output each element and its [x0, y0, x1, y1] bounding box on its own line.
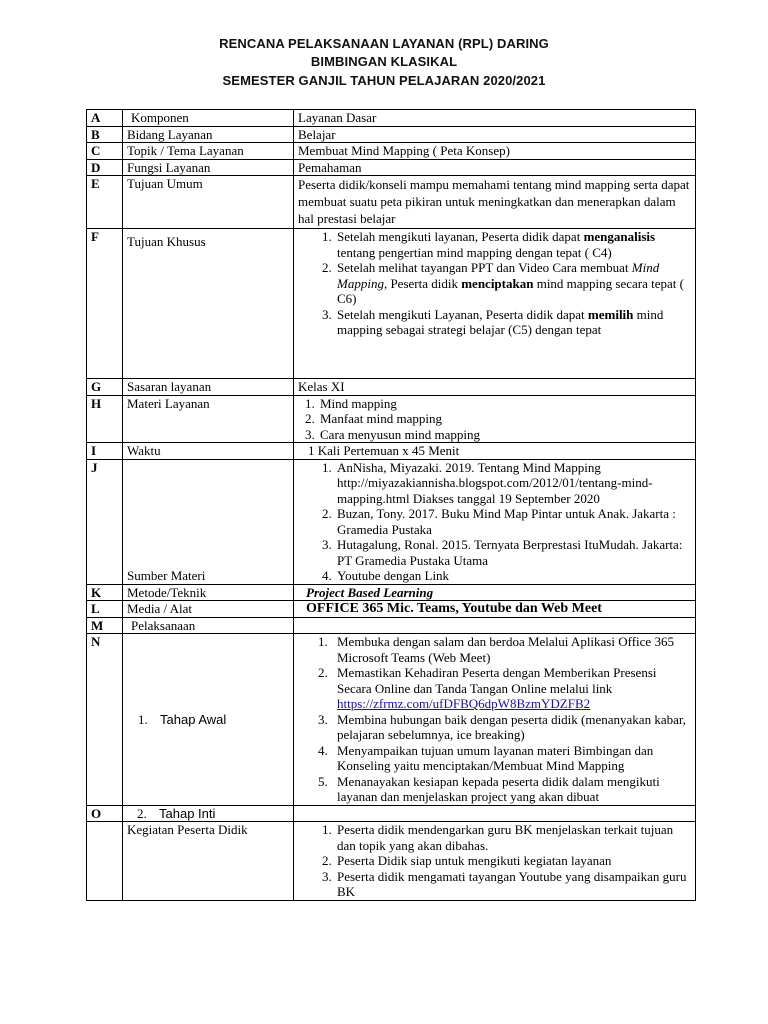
opening-steps-list [298, 634, 691, 805]
list-item: 4. Youtube dengan Link [335, 568, 691, 584]
list-item: 2. Setelah melihat tayangan PPT dan Video Cara membuat Mind Mapping, Peserta didik menciptakan mind mapping secara tepat ( C6) [335, 260, 691, 307]
document-semester: SEMESTER GANJIL TAHUN PELAJARAN 2020/2021 [222, 73, 546, 88]
row-value: Kelas XI [294, 379, 696, 396]
row-code: J [87, 459, 123, 584]
table-row [87, 459, 696, 584]
list-item: 2. Memastikan Kehadiran Peserta dengan Memberikan Presensi Secara Online dan Tanda Tangan Online melalui link https://zfrmz.com/ufDFBQ6dpW8BzmYDZFB2 [331, 665, 691, 712]
list-item: 1. Mind mapping [318, 396, 691, 412]
row-label: Sumber Materi [123, 459, 294, 584]
row-value [294, 822, 696, 901]
row-code: H [87, 395, 123, 443]
row-code: N [87, 634, 123, 806]
table-row [87, 617, 696, 634]
row-code: K [87, 584, 123, 601]
row-label: Kegiatan Peserta Didik [123, 822, 294, 901]
row-code: E [87, 176, 123, 229]
source-list [298, 460, 691, 584]
row-label: 1. Tahap Awal [123, 634, 294, 806]
list-item: 3. Setelah mengikuti Layanan, Peserta didik dapat memilih mind mapping sebagai strategi belajar (C5) dengan tepat [335, 307, 691, 338]
row-value: Peserta didik/konseli mampu memahami tentang mind mapping serta dapat membuat suatu peta pikiran untuk meningkatkan dan menerapkan dalam hal prestasi belajar [294, 176, 696, 229]
table-row [87, 379, 696, 396]
table-row [87, 110, 696, 127]
row-label: Materi Layanan [123, 395, 294, 443]
table-row [87, 601, 696, 618]
row-label: Media / Alat [123, 601, 294, 618]
list-item: 1. Membuka dengan salam dan berdoa Melalui Aplikasi Office 365 Microsoft Teams (Web Meet) [331, 634, 691, 665]
list-item: 1. Setelah mengikuti layanan, Peserta didik dapat menganalisis tentang pengertian mind mapping dengan tepat ( C4) [335, 229, 691, 260]
table-row [87, 634, 696, 806]
row-label: Fungsi Layanan [123, 159, 294, 176]
row-value: Project Based Learning [294, 584, 696, 601]
list-item: 3. Peserta didik mengamati tayangan Youtube yang disampaikan guru BK [335, 869, 691, 900]
list-item: 2. Buzan, Tony. 2017. Buku Mind Map Pintar untuk Anak. Jakarta : Gramedia Pustaka [335, 506, 691, 537]
row-code: B [87, 126, 123, 143]
table-row [87, 584, 696, 601]
table-row [87, 395, 696, 443]
row-code: A [87, 110, 123, 127]
list-item: 3. Membina hubungan baik dengan peserta didik (menanyakan kabar, pelajaran sebelumnya, ice breaking) [331, 712, 691, 743]
table-row [87, 822, 696, 901]
row-code: M [87, 617, 123, 634]
material-list [298, 396, 691, 443]
document-title: RENCANA PELAKSANAAN LAYANAN (RPL) DARING [219, 36, 549, 51]
list-item: 3. Cara menyusun mind mapping [318, 427, 691, 443]
row-label: 2. Tahap Inti [123, 805, 294, 822]
table-row [87, 443, 696, 460]
list-item: 2. Peserta Didik siap untuk mengikuti kegiatan layanan [335, 853, 691, 869]
list-item: 3. Hutagalung, Ronal. 2015. Ternyata Berprestasi ItuMudah. Jakarta: PT Gramedia Pustaka Utama [335, 537, 691, 568]
row-value [294, 805, 696, 822]
list-item: 1. AnNisha, Miyazaki. 2019. Tentang Mind Mapping http://miyazakiannisha.blogspot.com/2012/01/tentang-mind- mapping.html Diakses tanggal 19 September 2020 [335, 460, 691, 507]
row-value [294, 229, 696, 379]
table-row [87, 229, 696, 379]
student-activity-list [298, 822, 691, 900]
row-code: F [87, 229, 123, 379]
row-label: Sasaran layanan [123, 379, 294, 396]
row-code: G [87, 379, 123, 396]
row-code: O [87, 805, 123, 822]
table-row [87, 126, 696, 143]
document-subtitle: BIMBINGAN KLASIKAL [310, 54, 458, 69]
row-label: Waktu [123, 443, 294, 460]
row-code: C [87, 143, 123, 160]
row-code: D [87, 159, 123, 176]
row-code [87, 822, 123, 901]
row-label: Komponen [123, 110, 294, 127]
list-item: 1. Peserta didik mendengarkan guru BK menjelaskan terkait tujuan dan topik yang akan dibahas. [335, 822, 691, 853]
table-row [87, 159, 696, 176]
row-value [294, 617, 696, 634]
row-code: I [87, 443, 123, 460]
row-label: Tujuan Umum [123, 176, 294, 229]
row-value: Membuat Mind Mapping ( Peta Konsep) [294, 143, 696, 160]
row-value: Belajar [294, 126, 696, 143]
row-value: OFFICE 365 Mic. Teams, Youtube dan Web Meet [294, 601, 696, 618]
list-item: 4. Menyampaikan tujuan umum layanan materi Bimbingan dan Konseling yaitu menciptakan/Membuat Mind Mapping [331, 743, 691, 774]
row-label: Tujuan Khusus [123, 229, 294, 379]
row-label: Metode/Teknik [123, 584, 294, 601]
table-row [87, 805, 696, 822]
row-value: Pemahaman [294, 159, 696, 176]
row-label: Bidang Layanan [123, 126, 294, 143]
table-row [87, 176, 696, 229]
plan-table [86, 109, 696, 901]
specific-goals-list [298, 229, 691, 338]
row-code: L [87, 601, 123, 618]
attendance-link[interactable]: https://zfrmz.com/ufDFBQ6dpW8BzmYDZFB2 [337, 696, 591, 711]
row-label: Topik / Tema Layanan [123, 143, 294, 160]
row-value [294, 634, 696, 806]
row-value: Layanan Dasar [294, 110, 696, 127]
list-item: 5. Menanayakan kesiapan kepada peserta didik dalam mengikuti layanan dan menjelaskan project yang akan dibuat [331, 774, 691, 805]
row-value [294, 395, 696, 443]
row-value [294, 459, 696, 584]
table-row [87, 143, 696, 160]
list-item: 2. Manfaat mind mapping [318, 411, 691, 427]
row-label: Pelaksanaan [123, 617, 294, 634]
row-value: 1 Kali Pertemuan x 45 Menit [294, 443, 696, 460]
